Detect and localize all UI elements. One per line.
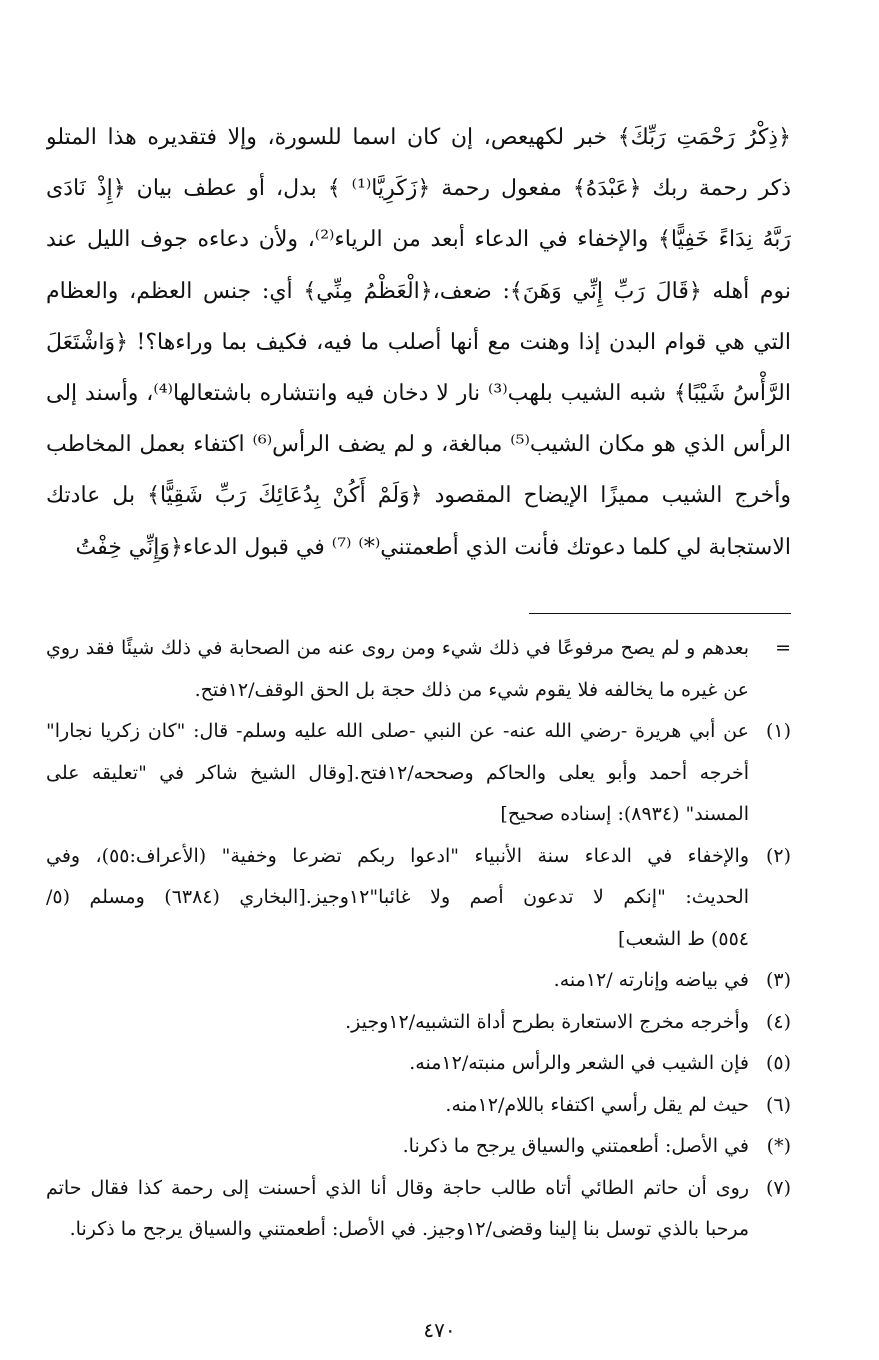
- footnote-marker: (٣): [765, 969, 791, 991]
- footnote-marker: =: [775, 637, 791, 659]
- main-line: الرَّأْسُ شَيْبًا﴾ شبه الشيب بلهب⁽³⁾ نار لا دخان فيه وانتشاره باشتعالها⁽⁴⁾، وأسند إلى: [46, 380, 791, 406]
- footnote-7: [46, 1168, 791, 1251]
- footnote-star: [46, 1126, 791, 1168]
- footnote-line: عن أبي هريرة -رضي الله عنه- عن النبي -صلى الله عليه وسلم- قال: "كان زكريا نجارا": [46, 720, 749, 742]
- main-line: نوم أهله ﴿قَالَ رَبِّ إِنِّي وَهَنَ﴾: ضعف،﴿الْعَظْمُ مِنِّي﴾ أي: جنس العظم، والعظام: [46, 278, 791, 304]
- footnote-line: فإن الشيب في الشعر والرأس منبته/١٢منه.: [409, 1052, 749, 1074]
- footnote-line: حيث لم يقل رأسي اكتفاء باللام/١٢منه.: [445, 1093, 749, 1116]
- footnote-separator: [529, 613, 791, 614]
- footnote-marker: (*): [766, 1135, 791, 1157]
- footnotes-block: [46, 628, 791, 1251]
- footnote-marker: (١): [765, 720, 791, 742]
- footnote-line: بعدهم و لم يصح مرفوعًا في ذلك شيء ومن روى عنه من الصحابة في ذلك شيئًا فقد روي: [46, 637, 749, 659]
- footnote-marker: (٤): [765, 1010, 791, 1033]
- footnote-marker: (٢): [765, 844, 791, 867]
- footnote-6: [46, 1085, 791, 1127]
- footnote-line: وأخرجه مخرج الاستعارة بطرح أداة التشبيه/١٢وجيز.: [345, 1010, 749, 1033]
- footnote-3: [46, 960, 791, 1002]
- main-line: التي هي قوام البدن إذا وهنت مع أنها أصلب ما فيه، فكيف بما وراءها؟! ﴿وَاشْتَعَلَ: [46, 329, 791, 355]
- footnote-line: أخرجه أحمد وأبو يعلى والحاكم وصححه/١٢فتح.[وقال الشيخ شاكر في "تعليقه على: [46, 761, 749, 784]
- footnote-marker: (٦): [765, 1093, 791, 1116]
- footnote-line: ٥٥٤) ط الشعب]: [618, 927, 749, 950]
- footnote-marker: (٧): [765, 1176, 791, 1199]
- footnote-continuation: [46, 628, 791, 711]
- footnote-marker: (٥): [765, 1052, 791, 1074]
- main-line: رَبَّهُ نِدَاءً خَفِيًّا﴾ والإخفاء في الدعاء أبعد من الرياء⁽²⁾، ولأن دعاءه جوف الليل عند: [46, 227, 791, 253]
- main-line: وأخرج الشيب مميزًا الإيضاح المقصود ﴿وَلَمْ أَكُنْ بِدُعَائِكَ رَبِّ شَقِيًّا﴾ بل عادتك: [46, 483, 791, 509]
- footnote-5: [46, 1043, 791, 1085]
- footnote-1: [46, 711, 791, 836]
- footnote-4: [46, 1002, 791, 1044]
- main-line: الرأس الذي هو مكان الشيب⁽⁵⁾ مبالغة، و لم يضف الرأس⁽⁶⁾ اكتفاء بعمل المخاطب: [46, 432, 791, 458]
- main-line: ذكر رحمة ربك ﴿عَبْدَهُ﴾ مفعول رحمة ﴿زَكَرِيَّا⁽¹⁾ ﴾ بدل، أو عطف بيان ﴿إِذْ نَادَى: [46, 176, 791, 202]
- footnote-2: [46, 836, 791, 961]
- footnote-line: في الأصل: أطعمتني والسياق يرجح ما ذكرنا.: [402, 1135, 749, 1157]
- footnote-line: مرحبا بالذي توسل بنا إلينا وقضى/١٢وجيز. في الأصل: أطعمتني والسياق يرجح ما ذكرنا.: [69, 1218, 749, 1240]
- footnote-line: والإخفاء في الدعاء سنة الأنبياء "ادعوا ربكم تضرعا وخفية" (الأعراف:٥٥)، وفي: [46, 844, 749, 867]
- main-line: ﴿ذِكْرُ رَحْمَتِ رَبِّكَ﴾ خبر لكهيعص، إن كان اسما للسورة، وإلا فتقديره هذا المتلو: [46, 125, 791, 150]
- footnote-line: في بياضه وإنارته /١٢منه.: [553, 969, 749, 991]
- footnote-line: المسند" (٨٩٣٤): إسناده صحيح]: [500, 803, 749, 825]
- footnote-line: عن غيره ما يخالفه فلا يقوم شيء من ذلك حجة بل الحق الوقف/١٢فتح.: [194, 678, 749, 701]
- page-number: ٤٧٠: [423, 1318, 456, 1342]
- footnote-line: روى أن حاتم الطائي أتاه طالب حاجة وقال أنا الذي أحسنت إلى رحمة كذا فقال حاتم: [46, 1176, 749, 1199]
- footnote-line: الحديث: "إنكم لا تدعون أصم ولا غائبا"١٢وجيز.[البخاري (٦٣٨٤) ومسلم (٥/: [46, 886, 749, 908]
- main-line: الاستجابة لي كلما دعوتك فأنت الذي أطعمتني⁽*⁾ ⁽⁷⁾ في قبول الدعاء﴿وَإِنِّي خِفْتُ: [75, 534, 791, 560]
- main-text-block: [46, 112, 791, 573]
